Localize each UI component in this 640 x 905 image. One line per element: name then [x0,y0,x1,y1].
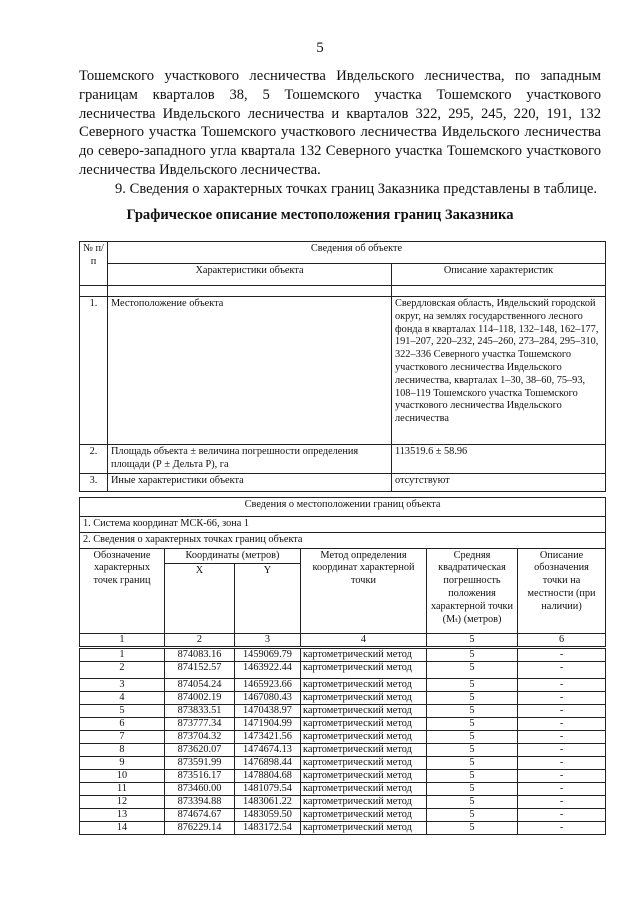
column-number: 4 [301,634,427,648]
point-id: 2 [80,661,165,678]
boundary-points-body [80,648,606,835]
point-description: - [518,730,606,743]
point-id: 4 [80,691,165,704]
point-description: - [518,661,606,678]
points-caption-row: 2. Сведения о характерных точках границ объекта [80,532,606,548]
point-description-header: Описание обозначения точки на местности (при наличии) [518,548,606,634]
point-description: - [518,678,606,691]
coordinates-header: Координаты (метров) [165,548,301,564]
position-error: 5 [427,769,518,782]
y-coordinate: 1481079.54 [235,782,301,795]
x-coordinate: 873620.07 [165,743,235,756]
row-number: 1. [80,297,108,445]
object-info-header: Сведения об объекте [108,242,606,264]
point-description: - [518,717,606,730]
boundary-point-row [80,795,606,808]
determination-method: картометрический метод [301,782,427,795]
point-id: 6 [80,717,165,730]
boundary-point-row [80,717,606,730]
point-description: - [518,756,606,769]
paragraph-boundary-description: Тошемского участкового лесничества Ивдельского лесничества, по западным границам кварталов 38, 5 Тошемского участка Тошемского участкового лесничества Ивдельского лесничества и кварталов 322, 295, 245, 220, 191, 132 Северного участка Тошемского участкового лесничества Ивдельского лесничества до северо-западного угла квартала 132 Северного участка Тошемского участкового лесничества Ивдельского лесничества. [79,68,601,178]
point-description: - [518,782,606,795]
point-id: 9 [80,756,165,769]
y-coordinate: 1478804.68 [235,769,301,782]
paragraph-table-reference: 9. Сведения о характерных точках границ Заказника представлены в таблице. [115,180,598,197]
characteristic-value: Свердловская область, Ивдельский городской округ, на землях государственного лесного фонда в кварталах 114–118, 132–148, 162–177, 191–207, 220–232, 245–260, 273–284, 295–310, 322–336 Северного участка Тошемского участкового лесничества Ивдельского лесничества, кварталах 1–30, 38–60, 75–93, 108–119 Тошемского участка Тошемского участкового лесничества Ивдельского лесничества [392,297,606,445]
point-id: 5 [80,704,165,717]
column-number: 1 [80,634,165,648]
determination-method: картометрический метод [301,717,427,730]
position-error: 5 [427,717,518,730]
determination-method: картометрический метод [301,661,427,678]
boundary-point-row [80,648,606,662]
col-num-header: № п/п [80,242,108,286]
y-coordinate: 1471904.99 [235,717,301,730]
x-header: X [165,564,235,634]
y-coordinate: 1459069.79 [235,648,301,662]
characteristic-value: 113519.6 ± 58.96 [392,445,606,474]
point-id: 11 [80,782,165,795]
point-description: - [518,648,606,662]
point-id: 7 [80,730,165,743]
position-error: 5 [427,808,518,821]
y-coordinate: 1483172.54 [235,821,301,834]
column-number: 6 [518,634,606,648]
point-id: 13 [80,808,165,821]
characteristics-header: Характеристики объекта [108,264,392,286]
characteristic-name: Иные характеристики объекта [108,474,392,492]
y-coordinate: 1473421.56 [235,730,301,743]
point-id: 10 [80,769,165,782]
characteristic-name: Местоположение объекта [108,297,392,445]
coordinate-system-row: 1. Система координат МСК-66, зона 1 [80,517,606,533]
position-error: 5 [427,661,518,678]
determination-method: картометрический метод [301,691,427,704]
row-number: 3. [80,474,108,492]
column-number: 5 [427,634,518,648]
boundary-point-row [80,769,606,782]
boundary-point-row [80,821,606,834]
determination-method: картометрический метод [301,704,427,717]
boundary-point-row [80,691,606,704]
point-description: - [518,808,606,821]
position-error: 5 [427,691,518,704]
determination-method: картометрический метод [301,648,427,662]
position-error: 5 [427,704,518,717]
y-coordinate: 1465923.66 [235,678,301,691]
point-id: 8 [80,743,165,756]
x-coordinate: 876229.14 [165,821,235,834]
error-header: Средняя квадратическая погрешность положения характерной точки (Mₜ) (метров) [427,548,518,634]
page-number: 5 [316,40,324,56]
boundary-point-row [80,808,606,821]
position-error: 5 [427,782,518,795]
characteristic-name: Площадь объекта ± величина погрешности определения площади (Р ± Дельта Р), га [108,445,392,474]
point-description: - [518,795,606,808]
boundary-point-row [80,756,606,769]
determination-method: картометрический метод [301,678,427,691]
x-coordinate: 874152.57 [165,661,235,678]
section-heading: Графическое описание местоположения границ Заказника [126,207,514,223]
determination-method: картометрический метод [301,769,427,782]
x-coordinate: 873394.88 [165,795,235,808]
column-number: 3 [235,634,301,648]
x-coordinate: 874054.24 [165,678,235,691]
determination-method: картометрический метод [301,743,427,756]
boundary-point-row [80,730,606,743]
y-coordinate: 1470438.97 [235,704,301,717]
determination-method: картометрический метод [301,756,427,769]
y-coordinate: 1476898.44 [235,756,301,769]
x-coordinate: 873516.17 [165,769,235,782]
boundary-point-row [80,782,606,795]
boundary-point-row [80,743,606,756]
column-number: 2 [165,634,235,648]
designation-header: Обозначение характерных точек границ [80,548,165,634]
y-coordinate: 1483059.50 [235,808,301,821]
object-info-table [79,241,606,492]
location-table-title: Сведения о местоположении границ объекта [80,498,606,517]
x-coordinate: 873591.99 [165,756,235,769]
point-description: - [518,743,606,756]
point-description: - [518,769,606,782]
point-id: 1 [80,648,165,662]
y-header: Y [235,564,301,634]
boundary-point-row [80,704,606,717]
point-id: 14 [80,821,165,834]
boundary-location-table [79,497,606,835]
point-description: - [518,821,606,834]
body-text [79,67,601,199]
y-coordinate: 1463922.44 [235,661,301,678]
y-coordinate: 1474674.13 [235,743,301,756]
determination-method: картометрический метод [301,821,427,834]
boundary-point-row [80,661,606,678]
position-error: 5 [427,795,518,808]
position-error: 5 [427,730,518,743]
characteristic-value: отсутствуют [392,474,606,492]
point-description: - [518,691,606,704]
position-error: 5 [427,821,518,834]
determination-method: картометрический метод [301,795,427,808]
position-error: 5 [427,743,518,756]
point-id: 12 [80,795,165,808]
y-coordinate: 1483061.22 [235,795,301,808]
description-header: Описание характеристик [392,264,606,286]
x-coordinate: 874083.16 [165,648,235,662]
position-error: 5 [427,648,518,662]
point-description: - [518,704,606,717]
x-coordinate: 873460.00 [165,782,235,795]
row-number: 2. [80,445,108,474]
determination-method: картометрический метод [301,808,427,821]
method-header: Метод определения координат характерной точки [301,548,427,634]
x-coordinate: 873833.51 [165,704,235,717]
position-error: 5 [427,756,518,769]
x-coordinate: 873777.34 [165,717,235,730]
x-coordinate: 873704.32 [165,730,235,743]
x-coordinate: 874674.67 [165,808,235,821]
determination-method: картометрический метод [301,730,427,743]
x-coordinate: 874002.19 [165,691,235,704]
position-error: 5 [427,678,518,691]
y-coordinate: 1467080.43 [235,691,301,704]
point-id: 3 [80,678,165,691]
boundary-point-row [80,678,606,691]
